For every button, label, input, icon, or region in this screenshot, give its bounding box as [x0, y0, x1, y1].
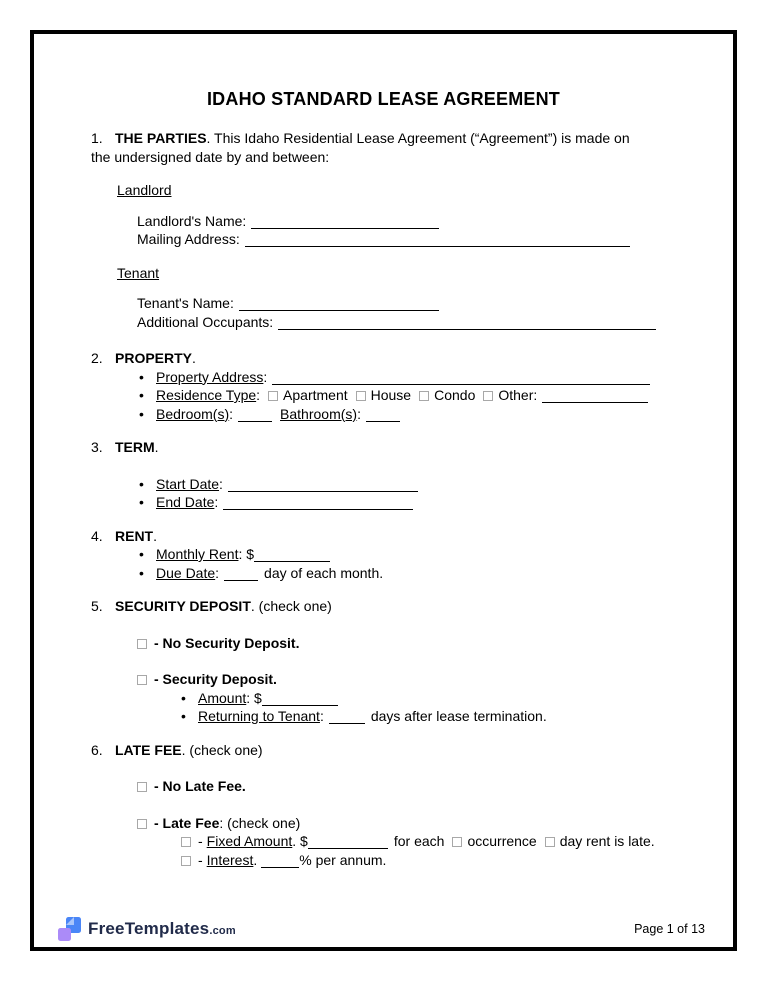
- property-address-blank[interactable]: [272, 384, 650, 385]
- deposit-amount-label: Amount: [198, 689, 247, 706]
- section-property-suffix: .: [192, 350, 196, 366]
- end-date-label: End Date: [156, 494, 215, 510]
- property-bullets: [139, 368, 676, 424]
- section-security-deposit: [91, 597, 676, 616]
- late-fee-label: - Late Fee: [154, 814, 220, 831]
- residence-apartment-checkbox[interactable]: [268, 391, 278, 401]
- bedrooms-sep: :: [229, 405, 234, 422]
- freetemplates-logo-icon: [58, 917, 81, 941]
- fixed-amount-dash: -: [198, 833, 203, 849]
- document-content: [34, 34, 733, 869]
- end-date-sep: :: [214, 494, 219, 510]
- returning-days-blank[interactable]: [329, 723, 365, 724]
- occurrence-checkbox[interactable]: [452, 837, 462, 847]
- section-parties-heading: THE PARTIES: [115, 130, 207, 146]
- brand-name-text: FreeTemplates: [88, 919, 210, 938]
- section-rent-heading: RENT: [115, 527, 154, 544]
- landlord-name-blank[interactable]: [251, 228, 439, 229]
- section-rent-suffix: .: [153, 527, 158, 544]
- fixed-amount-checkbox[interactable]: [181, 837, 191, 847]
- landlord-name-label: Landlord's Name:: [137, 212, 247, 229]
- monthly-rent-label: Monthly Rent: [156, 546, 239, 562]
- bullet-icon: •: [139, 475, 144, 492]
- residence-house-checkbox[interactable]: [356, 391, 366, 401]
- residence-type-row: [139, 386, 676, 405]
- bullet-icon: •: [139, 494, 144, 510]
- fixed-amount-sep: . $: [292, 833, 308, 849]
- start-date-blank[interactable]: [228, 491, 418, 492]
- additional-occupants-blank[interactable]: [278, 329, 656, 330]
- additional-occupants-row: [137, 313, 676, 332]
- brand-name: [88, 919, 236, 939]
- returning-to-tenant-row: [181, 707, 676, 726]
- fixed-amount-label: Fixed Amount: [206, 833, 293, 849]
- section-term-heading: TERM: [115, 439, 155, 455]
- section-property-heading: PROPERTY: [115, 350, 193, 366]
- due-date-blank[interactable]: [224, 580, 258, 581]
- residence-apartment-label: Apartment: [283, 387, 348, 403]
- section-late-fee: [91, 741, 676, 760]
- mailing-address-row: [137, 230, 676, 249]
- no-security-deposit-option: [137, 634, 676, 653]
- residence-other-blank[interactable]: [542, 402, 648, 403]
- no-late-fee-checkbox[interactable]: [137, 782, 147, 792]
- tenant-heading: Tenant: [117, 264, 160, 281]
- tenant-name-blank[interactable]: [239, 310, 439, 311]
- interest-row: [181, 851, 676, 870]
- late-fee-suffix: : (check one): [219, 814, 301, 831]
- page-footer: [58, 917, 705, 941]
- property-address-sep: :: [263, 368, 268, 385]
- section-parties-number: 1.: [91, 130, 103, 146]
- bedrooms-blank[interactable]: [238, 421, 272, 422]
- security-deposit-option: [137, 670, 676, 689]
- monthly-rent-sep: : $: [238, 546, 255, 562]
- fixed-amount-blank[interactable]: [308, 848, 388, 849]
- start-date-sep: :: [219, 475, 223, 492]
- mailing-address-blank[interactable]: [245, 246, 630, 247]
- term-bullets: [139, 475, 676, 512]
- start-date-label: Start Date: [156, 475, 220, 492]
- returning-to-tenant-label: Returning to Tenant: [198, 708, 320, 724]
- section-property: [91, 349, 676, 368]
- section-security-deposit-suffix: . (check one): [250, 598, 332, 614]
- interest-dash: -: [198, 851, 203, 868]
- parties-intro-line1: . This Idaho Residential Lease Agreement (“Agreement”) is made on: [206, 130, 630, 146]
- no-security-deposit-label: - No Security Deposit.: [154, 634, 300, 651]
- section-parties: [91, 129, 676, 166]
- landlord-name-row: [137, 212, 676, 231]
- returning-to-tenant-sep: :: [319, 708, 324, 724]
- rent-bullets: [139, 545, 676, 582]
- bullet-icon: •: [139, 368, 144, 385]
- residence-condo-label: Condo: [434, 387, 476, 403]
- section-rent: [91, 527, 676, 546]
- section-rent-number: 4.: [91, 527, 103, 544]
- residence-type-sep: :: [256, 387, 261, 403]
- fixed-amount-mid: for each: [393, 833, 445, 849]
- bathrooms-label: Bathroom(s): [280, 405, 358, 422]
- interest-label: Interest: [206, 851, 254, 868]
- security-deposit-checkbox[interactable]: [137, 675, 147, 685]
- monthly-rent-row: [139, 545, 676, 564]
- bullet-icon: •: [139, 564, 144, 581]
- interest-sep: .: [253, 851, 258, 868]
- end-date-blank[interactable]: [223, 509, 413, 510]
- property-address-label: Property Address: [156, 368, 264, 385]
- tenant-fields: [137, 294, 676, 331]
- page-indicator: Page 1 of 13: [634, 922, 705, 936]
- residence-condo-checkbox[interactable]: [419, 391, 429, 401]
- due-date-sep: :: [215, 564, 220, 581]
- start-date-row: [139, 475, 676, 494]
- logo-purple-shape: [58, 928, 71, 941]
- section-property-number: 2.: [91, 350, 103, 366]
- interest-rate-blank[interactable]: [261, 867, 299, 868]
- due-date-row: [139, 564, 676, 583]
- landlord-fields: [137, 212, 676, 249]
- bullet-icon: •: [139, 546, 144, 562]
- fixed-amount-row: [181, 832, 676, 851]
- interest-checkbox[interactable]: [181, 856, 191, 866]
- occurrence-label: occurrence: [467, 833, 537, 849]
- section-security-deposit-number: 5.: [91, 598, 103, 614]
- late-fee-option: [137, 814, 676, 833]
- no-security-deposit-checkbox[interactable]: [137, 639, 147, 649]
- late-fee-details: [181, 832, 676, 869]
- landlord-heading: Landlord: [117, 182, 172, 198]
- deposit-amount-sep: : $: [246, 689, 262, 706]
- end-date-row: [139, 493, 676, 512]
- interest-suffix: % per annum.: [299, 851, 387, 868]
- tenant-name-label: Tenant's Name:: [137, 295, 234, 311]
- bathrooms-sep: :: [357, 405, 361, 422]
- day-rent-late-checkbox[interactable]: [545, 837, 555, 847]
- section-late-fee-number: 6.: [91, 741, 103, 758]
- bullet-icon: •: [139, 387, 144, 403]
- additional-occupants-label: Additional Occupants:: [137, 313, 274, 330]
- no-late-fee-option: [137, 777, 676, 796]
- residence-type-label: Residence Type: [156, 387, 257, 403]
- security-deposit-details: [181, 689, 676, 726]
- property-address-row: [139, 368, 676, 387]
- brand-tld: .com: [209, 925, 236, 937]
- bullet-icon: •: [181, 708, 186, 724]
- mailing-address-label: Mailing Address:: [137, 231, 240, 247]
- bedrooms-label: Bedroom(s): [156, 405, 230, 422]
- section-term-suffix: .: [154, 439, 159, 455]
- late-fee-checkbox[interactable]: [137, 819, 147, 829]
- document-title: IDAHO STANDARD LEASE AGREEMENT: [206, 89, 560, 109]
- bedrooms-bathrooms-row: [139, 405, 676, 424]
- document-page: [30, 30, 737, 951]
- returning-to-tenant-suffix: days after lease termination.: [370, 708, 547, 724]
- residence-other-checkbox[interactable]: [483, 391, 493, 401]
- parties-intro-line2: the undersigned date by and between:: [91, 148, 330, 165]
- deposit-amount-row: [181, 689, 676, 708]
- security-deposit-label: - Security Deposit.: [154, 671, 277, 687]
- section-security-deposit-heading: SECURITY DEPOSIT: [115, 598, 251, 614]
- section-term-number: 3.: [91, 439, 103, 455]
- residence-other-label: Other:: [498, 387, 538, 403]
- deposit-amount-blank[interactable]: [262, 705, 338, 706]
- bathrooms-blank[interactable]: [366, 421, 400, 422]
- freetemplates-logo: [58, 917, 236, 941]
- section-late-fee-heading: LATE FEE: [115, 741, 182, 758]
- bullet-icon: •: [181, 689, 186, 706]
- due-date-label: Due Date: [156, 564, 216, 581]
- no-late-fee-label: - No Late Fee.: [154, 778, 246, 794]
- bullet-icon: •: [139, 405, 144, 422]
- section-term: [91, 438, 676, 457]
- day-rent-late-label: day rent is late.: [559, 833, 655, 849]
- residence-house-label: House: [370, 387, 412, 403]
- due-date-suffix: day of each month.: [264, 564, 384, 581]
- monthly-rent-blank[interactable]: [254, 561, 330, 562]
- section-late-fee-suffix: . (check one): [181, 741, 263, 758]
- tenant-name-row: [137, 294, 676, 313]
